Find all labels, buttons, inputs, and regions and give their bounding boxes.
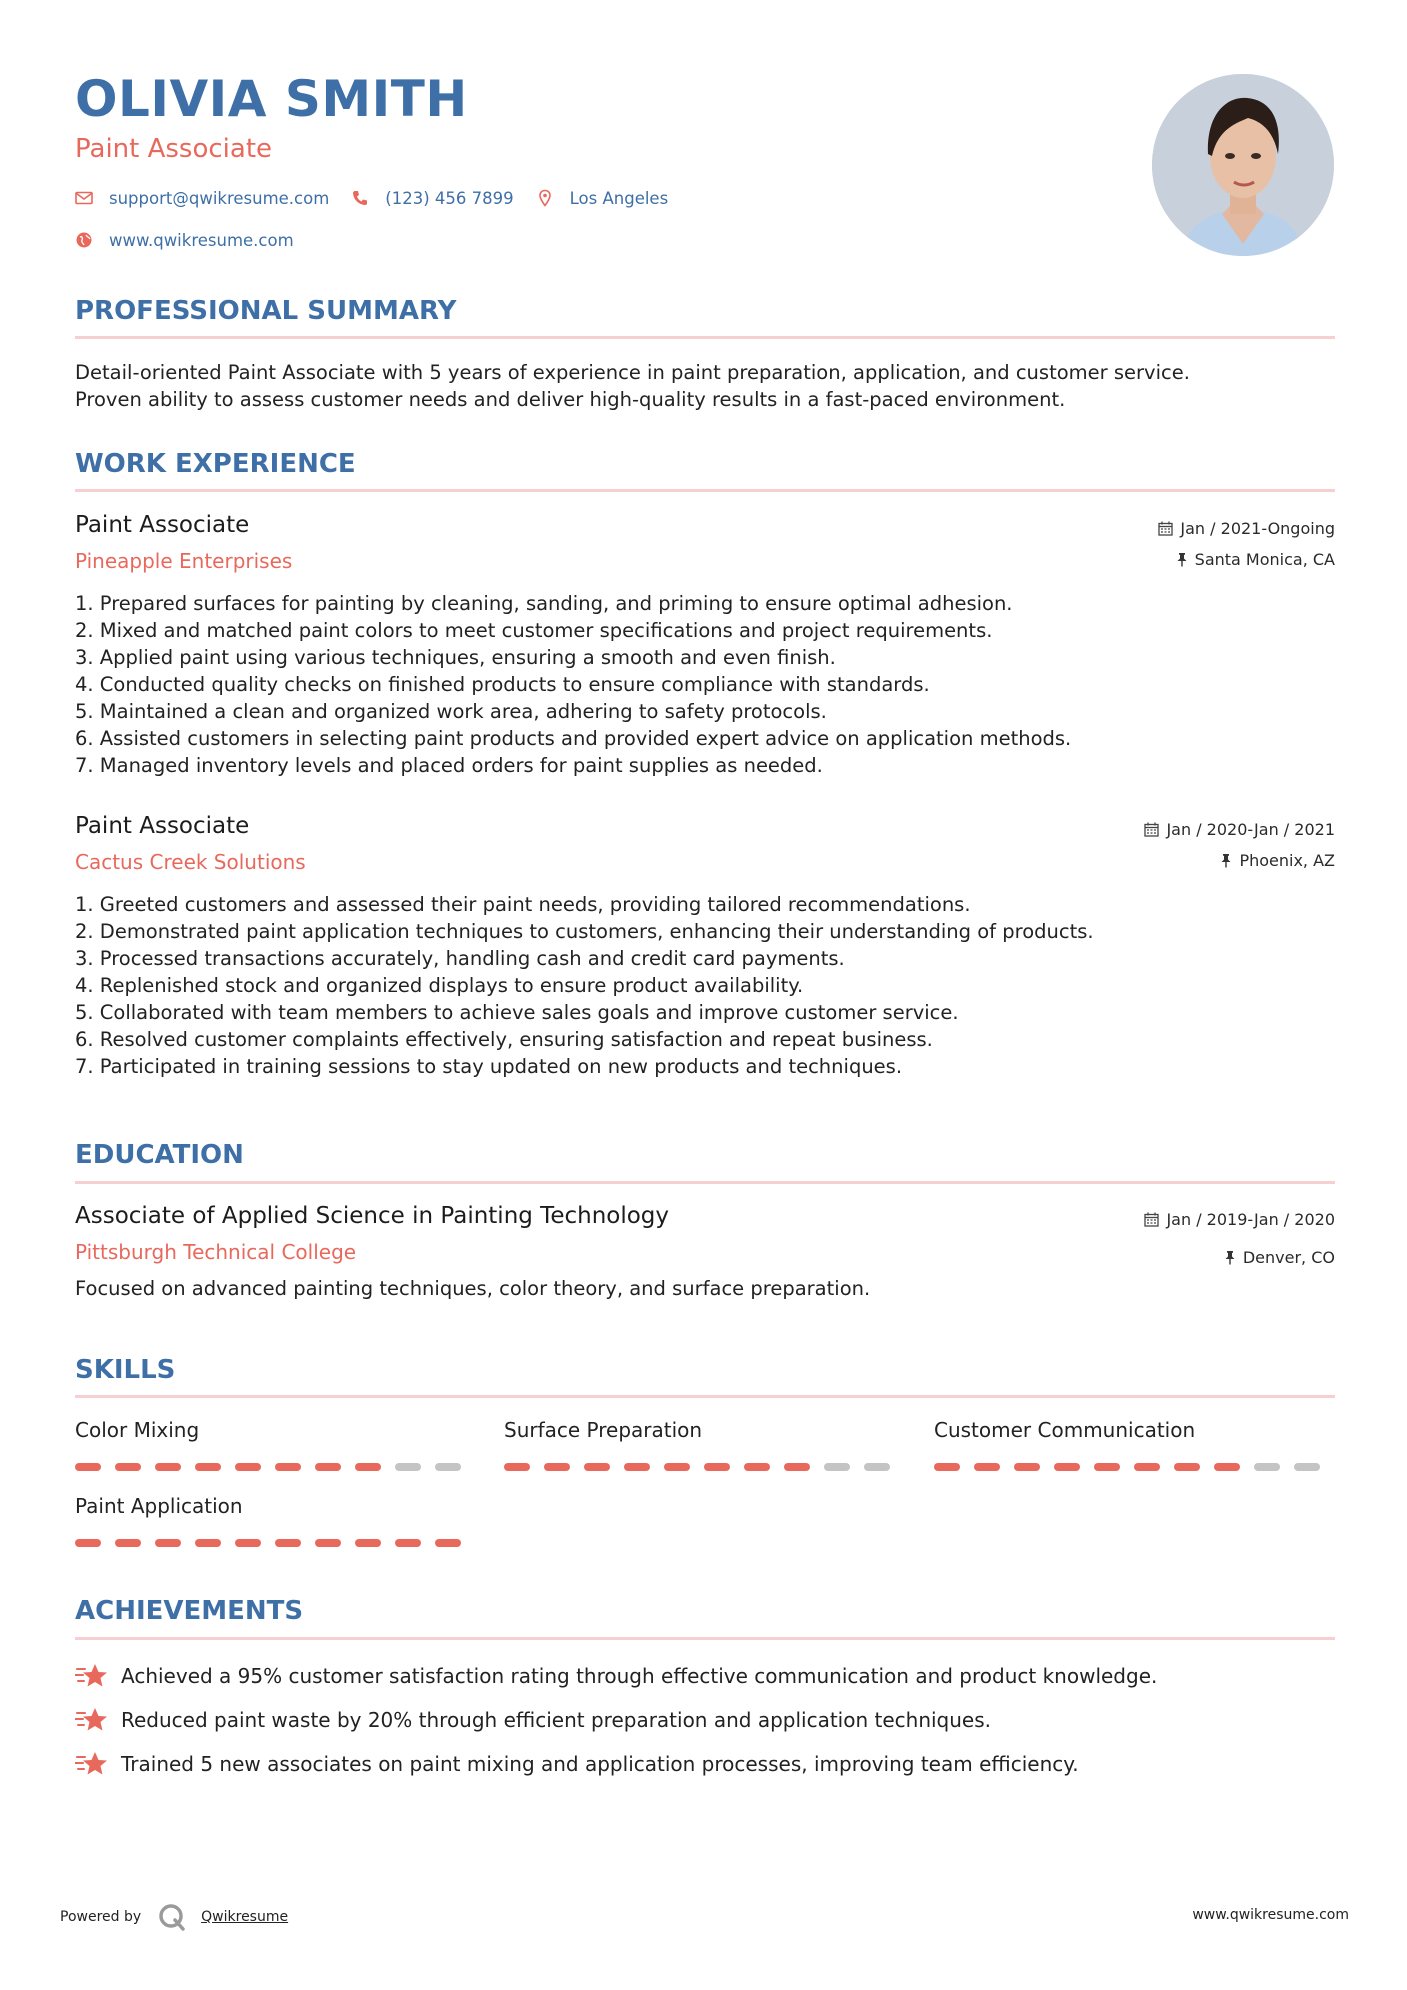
pushpin-icon <box>1224 1250 1236 1265</box>
achievement-text: Reduced paint waste by 20% through efficient preparation and application techniques. <box>121 1708 992 1732</box>
map-pin-icon <box>536 189 554 207</box>
achievement-item <box>75 1705 991 1735</box>
website-link[interactable]: www.qwikresume.com <box>109 230 294 250</box>
job-location: Santa Monica, CA <box>1194 549 1335 569</box>
star-icon <box>75 1705 109 1735</box>
skill-item <box>75 1494 475 1522</box>
skill-item <box>504 1418 904 1446</box>
education-entry <box>75 1203 1335 1313</box>
education-description: Focused on advanced painting techniques, color theory, and surface preparation. <box>75 1277 871 1300</box>
section-divider <box>75 1395 1335 1398</box>
envelope-icon <box>75 189 93 207</box>
skill-dash <box>195 1539 221 1547</box>
section-title-skills: SKILLS <box>75 1355 176 1385</box>
summary-line: Detail-oriented Paint Associate with 5 years of experience in paint preparation, application, and customer service. <box>75 361 1190 384</box>
skill-dash <box>115 1539 141 1547</box>
list-item: 4. Conducted quality checks on finished products to ensure compliance with standards. <box>75 673 930 696</box>
list-item: 1. Greeted customers and assessed their paint needs, providing tailored recommendations. <box>75 893 971 916</box>
phone-icon <box>351 189 369 207</box>
skill-dash <box>504 1463 530 1471</box>
job-title: Paint Associate <box>75 813 250 839</box>
skill-dash <box>744 1463 770 1471</box>
skill-dash <box>315 1539 341 1547</box>
skill-dash <box>934 1463 960 1471</box>
skill-dash <box>1094 1463 1120 1471</box>
footer-url[interactable]: www.qwikresume.com <box>1192 1907 1349 1923</box>
list-item: 6. Assisted customers in selecting paint products and provided expert advice on application methods. <box>75 727 1072 750</box>
skill-dash <box>435 1539 461 1547</box>
email-link[interactable]: support@qwikresume.com <box>109 188 330 208</box>
skill-name: Paint Application <box>75 1494 243 1518</box>
location-text: Los Angeles <box>569 188 669 208</box>
list-item: 5. Collaborated with team members to achieve sales goals and improve customer service. <box>75 1001 959 1024</box>
job-location: Phoenix, AZ <box>1239 850 1335 870</box>
skill-dash <box>1254 1463 1280 1471</box>
list-item: 2. Demonstrated paint application techniques to customers, enhancing their understanding of products. <box>75 920 1094 943</box>
skill-dash <box>195 1463 221 1471</box>
skill-dash <box>1054 1463 1080 1471</box>
star-icon <box>75 1749 109 1779</box>
powered-by-label: Powered by <box>60 1909 142 1925</box>
candidate-title: Paint Associate <box>75 134 273 164</box>
section-divider <box>75 336 1335 339</box>
list-item: 5. Maintained a clean and organized work area, adhering to safety protocols. <box>75 700 827 723</box>
skill-dash <box>275 1463 301 1471</box>
section-divider <box>75 1637 1335 1640</box>
school-name: Pittsburgh Technical College <box>75 1240 357 1264</box>
footer-powered-by <box>60 1902 288 1932</box>
skill-dash <box>435 1463 461 1471</box>
achievement-item <box>75 1661 1157 1691</box>
skill-dash <box>664 1463 690 1471</box>
candidate-name: OLIVIA SMITH <box>75 70 468 128</box>
skill-dash <box>624 1463 650 1471</box>
job-bullets <box>75 891 1094 1080</box>
pushpin-icon <box>1220 853 1232 868</box>
skill-dash <box>395 1463 421 1471</box>
skill-dash <box>355 1539 381 1547</box>
list-item: 3. Processed transactions accurately, handling cash and credit card payments. <box>75 947 845 970</box>
skill-dash <box>275 1539 301 1547</box>
phone-number[interactable]: (123) 456 7899 <box>385 188 514 208</box>
summary-text <box>75 359 1335 413</box>
skill-dash <box>974 1463 1000 1471</box>
skill-name: Customer Communication <box>934 1418 1196 1442</box>
skill-dash <box>584 1463 610 1471</box>
section-title-education: EDUCATION <box>75 1140 244 1170</box>
section-title-achievements: ACHIEVEMENTS <box>75 1596 304 1626</box>
skill-dash <box>1214 1463 1240 1471</box>
skill-rating <box>504 1462 904 1472</box>
section-title-experience: WORK EXPERIENCE <box>75 449 356 479</box>
list-item: 2. Mixed and matched paint colors to meet customer specifications and project requirements. <box>75 619 993 642</box>
section-divider <box>75 489 1335 492</box>
job-dates: Jan / 2021-Ongoing <box>1180 518 1335 538</box>
job-dates: Jan / 2020-Jan / 2021 <box>1166 819 1335 839</box>
skill-dash <box>115 1463 141 1471</box>
skill-dash <box>355 1463 381 1471</box>
list-item: 4. Replenished stock and organized displays to ensure product availability. <box>75 974 804 997</box>
job-entry <box>75 813 1335 1083</box>
skill-dash <box>1294 1463 1320 1471</box>
section-title-summary: PROFESSIONAL SUMMARY <box>75 296 457 326</box>
skill-rating <box>75 1462 475 1472</box>
brand-link[interactable]: Qwikresume <box>201 1909 289 1925</box>
achievement-text: Trained 5 new associates on paint mixing and application processes, improving team efficiency. <box>121 1752 1079 1776</box>
degree-title: Associate of Applied Science in Painting Technology <box>75 1203 670 1229</box>
avatar <box>1152 74 1334 256</box>
skill-name: Color Mixing <box>75 1418 200 1442</box>
contact-info <box>75 187 690 271</box>
list-item: 3. Applied paint using various techniques, ensuring a smooth and even finish. <box>75 646 836 669</box>
skill-dash <box>155 1463 181 1471</box>
skill-name: Surface Preparation <box>504 1418 703 1442</box>
skill-item <box>75 1418 475 1446</box>
skill-dash <box>395 1539 421 1547</box>
star-icon <box>75 1661 109 1691</box>
globe-icon <box>75 231 93 249</box>
skill-rating <box>934 1462 1334 1472</box>
job-company: Cactus Creek Solutions <box>75 850 306 874</box>
skill-dash <box>155 1539 181 1547</box>
skill-item <box>934 1418 1334 1446</box>
list-item: 6. Resolved customer complaints effectively, ensuring satisfaction and repeat business. <box>75 1028 933 1051</box>
education-dates: Jan / 2019-Jan / 2020 <box>1166 1209 1335 1229</box>
skill-dash <box>824 1463 850 1471</box>
skill-dash <box>315 1463 341 1471</box>
skill-dash <box>235 1539 261 1547</box>
section-divider <box>75 1181 1335 1184</box>
skill-dash <box>784 1463 810 1471</box>
skill-dash <box>75 1539 101 1547</box>
skill-dash <box>544 1463 570 1471</box>
job-company: Pineapple Enterprises <box>75 549 293 573</box>
skill-rating <box>75 1538 475 1548</box>
calendar-icon <box>1144 822 1159 837</box>
achievement-item <box>75 1749 1079 1779</box>
skill-dash <box>864 1463 890 1471</box>
list-item: 1. Prepared surfaces for painting by cleaning, sanding, and priming to ensure optimal adhesion. <box>75 592 1013 615</box>
qwikresume-logo-icon <box>157 1902 187 1932</box>
summary-line: Proven ability to assess customer needs and deliver high-quality results in a fast-paced environment. <box>75 388 1066 411</box>
skill-dash <box>1014 1463 1040 1471</box>
job-bullets <box>75 590 1071 779</box>
pushpin-icon <box>1176 552 1188 567</box>
skill-dash <box>1134 1463 1160 1471</box>
skill-dash <box>75 1463 101 1471</box>
skill-dash <box>235 1463 261 1471</box>
list-item: 7. Participated in training sessions to stay updated on new products and techniques. <box>75 1055 903 1078</box>
job-title: Paint Associate <box>75 512 250 538</box>
calendar-icon <box>1144 1212 1159 1227</box>
education-location: Denver, CO <box>1242 1247 1335 1267</box>
job-entry <box>75 512 1335 782</box>
skill-dash <box>1174 1463 1200 1471</box>
skill-dash <box>704 1463 730 1471</box>
list-item: 7. Managed inventory levels and placed orders for paint supplies as needed. <box>75 754 823 777</box>
portrait-photo <box>1152 74 1334 256</box>
calendar-icon <box>1158 521 1173 536</box>
achievement-text: Achieved a 95% customer satisfaction rating through effective communication and product knowledge. <box>121 1664 1158 1688</box>
